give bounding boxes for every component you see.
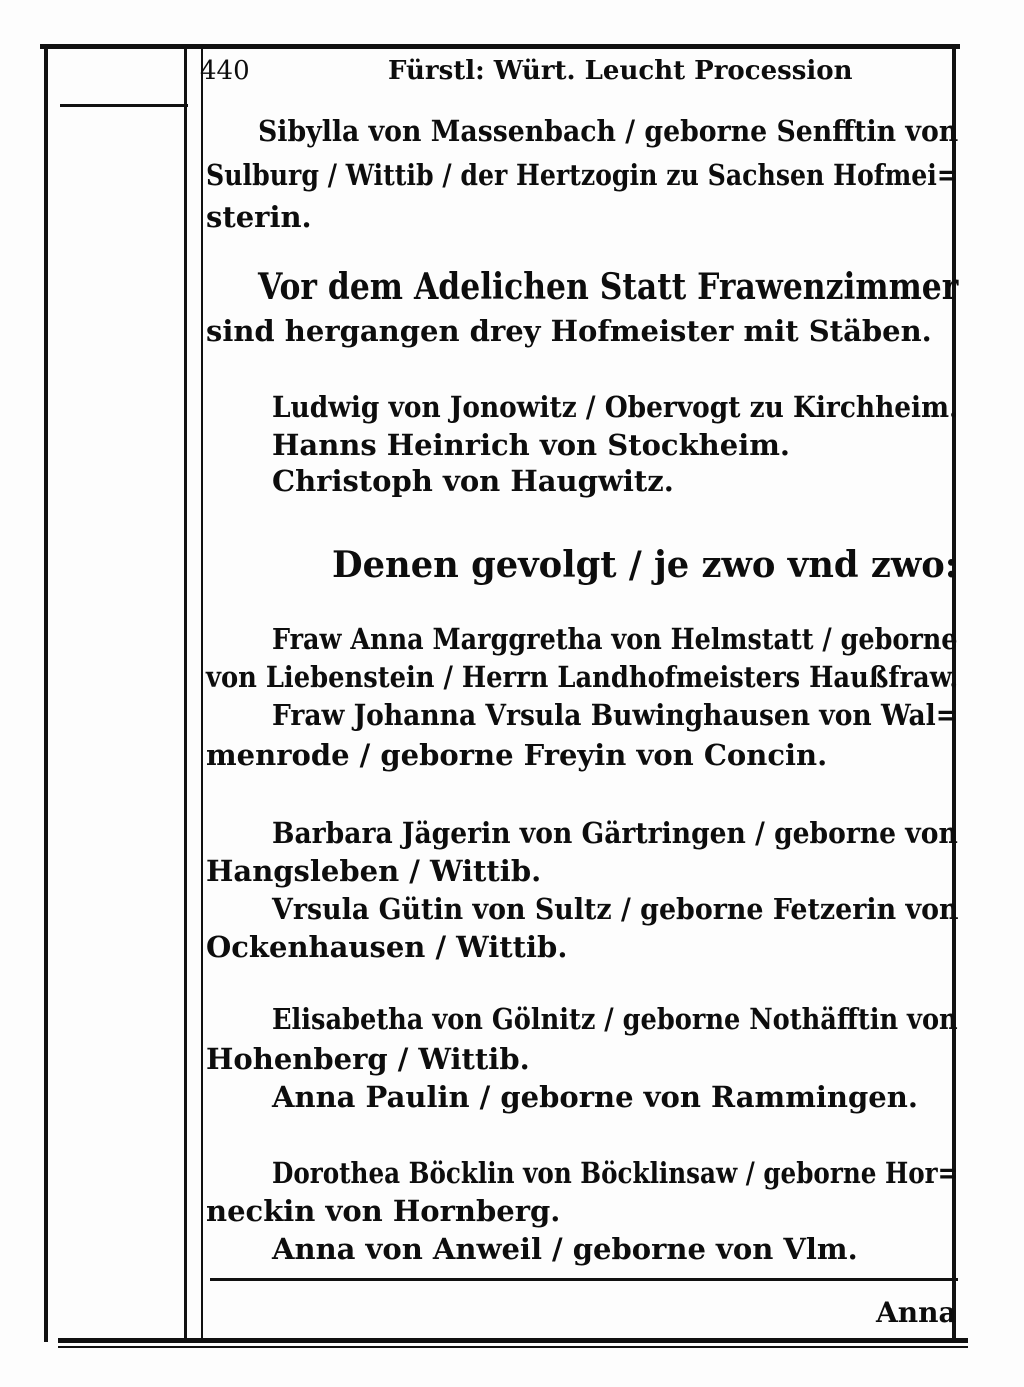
page-number: 440 (200, 56, 250, 86)
outer-left-rule (44, 44, 48, 1342)
section-heading: Denen gevolgt / je zwo vnd zwo: (332, 544, 958, 586)
running-head: Fürstl: Würt. Leucht Procession (388, 56, 853, 86)
text-line: menrode / geborne Freyin von Concin. (206, 738, 828, 772)
text-line: Elisabetha von Gölnitz / geborne Nothäfftin von (272, 1002, 958, 1036)
margin-column-rule (184, 44, 187, 1342)
text-line: Hangsleben / Wittib. (206, 854, 542, 888)
text-line: Dorothea Böcklin von Böcklinsaw / geborne Hor= (272, 1156, 959, 1190)
text-line: Vrsula Gütin von Sultz / geborne Fetzerin von (272, 892, 959, 926)
text-line: Anna Paulin / geborne von Rammingen. (272, 1080, 918, 1114)
top-frame-rule (40, 44, 960, 49)
bottom-frame-rule (58, 1338, 968, 1343)
text-line: Hanns Heinrich von Stockheim. (272, 428, 791, 462)
text-line: sterin. (206, 200, 312, 234)
text-line: Ockenhausen / Wittib. (206, 930, 568, 964)
text-line: Barbara Jägerin von Gärtringen / geborne von (272, 816, 958, 850)
margin-header-rule (60, 104, 180, 107)
text-line: Sibylla von Massenbach / geborne Senfftin von (258, 114, 959, 148)
text-line: sind hergangen drey Hofmeister mit Stäben. (206, 314, 932, 348)
text-line: von Liebenstein / Herrn Landhofmeisters Haußfraw. (206, 660, 959, 694)
catchword: Anna (876, 1296, 957, 1329)
text-line: Fraw Johanna Vrsula Buwinghausen von Wal= (272, 698, 958, 732)
text-line: neckin von Hornberg. (206, 1194, 561, 1228)
text-line: Hohenberg / Wittib. (206, 1042, 530, 1076)
text-column-rule (201, 44, 203, 1342)
section-heading: Vor dem Adelichen Statt Frawenzimmer (258, 266, 959, 308)
text-line: Anna von Anweil / geborne von Vlm. (272, 1232, 858, 1266)
bottom-frame-rule-thin (58, 1346, 968, 1348)
margin-header-rule-short (164, 104, 188, 107)
text-line: Ludwig von Jonowitz / Obervogt zu Kirchheim. (272, 390, 959, 424)
text-line: Sulburg / Wittib / der Hertzogin zu Sachsen Hofmei= (206, 158, 958, 192)
text-line: Christoph von Haugwitz. (272, 464, 674, 498)
footer-rule (210, 1278, 958, 1281)
text-line: Fraw Anna Marggretha von Helmstatt / geborne (272, 622, 958, 656)
